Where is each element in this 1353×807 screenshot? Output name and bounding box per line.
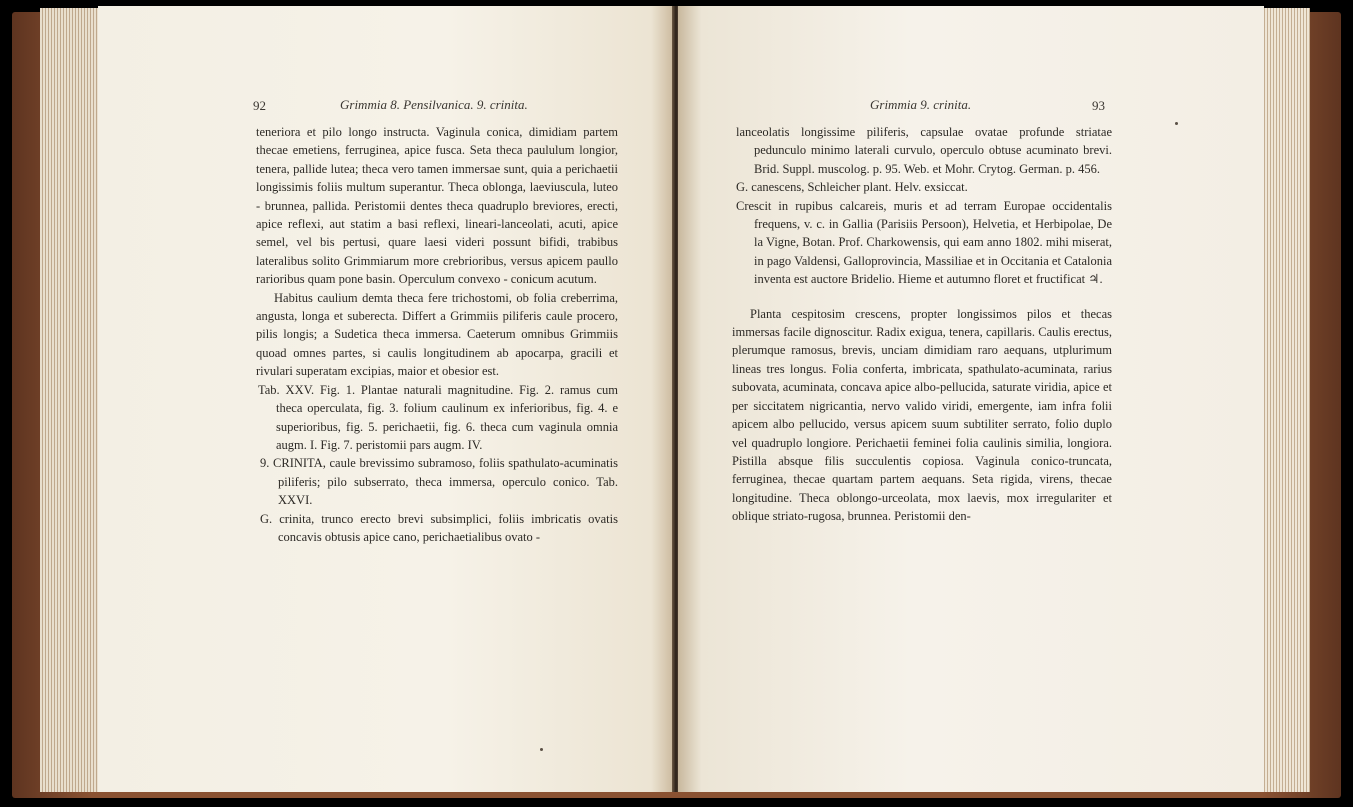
right-page-number: 93	[1092, 98, 1105, 113]
right-body	[732, 123, 1112, 526]
page-edges-right	[1262, 8, 1310, 792]
left-paragraph: Habitus caulium demta theca fere trichostomi, ob folia creberrima, angusta, longa et suberecta. Differt a Grimmiis piliferis caule procero, pilis longis; a Sudetica theca immersa. Caeterum omnibus Grimmiis quoad omnes partes, si caulis longitudinem ab apocarpa, gracili et rivulari superatam excipias, maior et obesior est.	[256, 290, 618, 379]
right-paragraph: G. canescens, Schleicher plant. Helv. exsiccat.	[736, 180, 968, 195]
left-page-number: 92	[253, 98, 266, 113]
left-paragraph: 9. CRINITA, caule brevissimo subramoso, foliis spathulato-acuminatis piliferis; pilo subserrato, theca immersa, operculo conico. Tab. XXVI.	[260, 456, 618, 508]
right-paragraph: lanceolatis longissime piliferis, capsulae ovatae profunde striatae pedunculo minimo laterali curvulo, operculo obtuse acuminato brevi. Brid. Suppl. muscolog. p. 95. Web. et Mohr. Crytog. German. p. 456.	[736, 125, 1112, 176]
page-edges-left	[40, 8, 102, 792]
left-paragraph: Tab. XXV. Fig. 1. Plantae naturali magnitudine. Fig. 2. ramus cum theca operculata, fig. 3. folium caulinum ex inferioribus, fig. 4. e superioribus, fig. 5. perichaetii, fig. 6. theca cum vaginula omnia augm. I. Fig. 7. peristomii pars augm. IV.	[258, 382, 618, 452]
right-paragraph: Crescit in rupibus calcareis, muris et ad terram Europae occidentalis frequens, v. c. in Gallia (Parisiis Persoon), Helvetia, et Herbipolae, De la Vigne, Botan. Prof. Charkowensis, qui eam anno 1802. mihi miserat, in pago Valdensi, Galloprovincia, Massiliae et in Occitania et Catalonia inventa est auctore Bridelio. Hieme et autumno floret et fructificat ♃.	[736, 198, 1112, 287]
right-page	[678, 6, 1264, 792]
paper-speck	[540, 748, 543, 751]
left-body	[256, 123, 618, 546]
paper-speck	[1175, 122, 1178, 125]
right-paragraph: Planta cespitosim crescens, propter longissimos pilos et thecas immersas facile dignoscitur. Radix exigua, tenera, capillaris. Caulis erectus, plerumque ramosus, brevis, unciam dimidiam raro aequans, utplurimum lineas tres longus. Folia conferta, imbricata, spathulato-acuminata, rarius subovata, acuminata, concava apice albo-pellucida, saturate viridia, apice et per siccitatem nigricantia, nervo valido viridi, emergente, iam infra folii apicem albo pellucido, versus apicem suum subtiliter serrato, folio duplo vel quadruplo longiore. Perichaetii feminei folia caulinis similia, longiora. Pistilla absque filis succulentis copiosa. Vaginula conico-truncata, ferruginea, thecae quartam partem aequans. Seta rigida, virens, thecae longitudine. Theca oblongo-urceolata, mox laevis, mox irregulariter et oblique striato-rugosa, brunnea. Peristomii den-	[732, 306, 1112, 524]
right-running-title: Grimmia 9. crinita.	[870, 97, 972, 112]
left-page	[98, 6, 674, 792]
left-running-title: Grimmia 8. Pensilvanica. 9. crinita.	[340, 97, 528, 112]
left-paragraph: G. crinita, trunco erecto brevi subsimplici, foliis imbricatis ovatis concavis obtusis apice cano, perichaetialibus ovato -	[260, 511, 618, 544]
left-paragraph: teneriora et pilo longo instructa. Vaginula conica, dimidiam partem thecae emetiens, ferruginea, apice fusca. Seta theca paululum longior, tenera, pallide lutea; theca vero tamen immersae sunt, quia a perichaetii longissimis foliis multum superantur. Theca oblonga, laeviuscula, luteo - brunnea, pallida. Peristomii dentes theca quadruplo breviores, erecti, apice reflexi, aut statim a basi reflexi, lineari-lanceolati, acuti, apice semel, vel bis pertusi, quare laesi videri possunt bifidi, trabibus lateralibus solito Grimmiarum more crebrioribus, versus apicem paullo rarioribus quam pone basin. Operculum convexo - conicum acutum.	[256, 125, 618, 287]
